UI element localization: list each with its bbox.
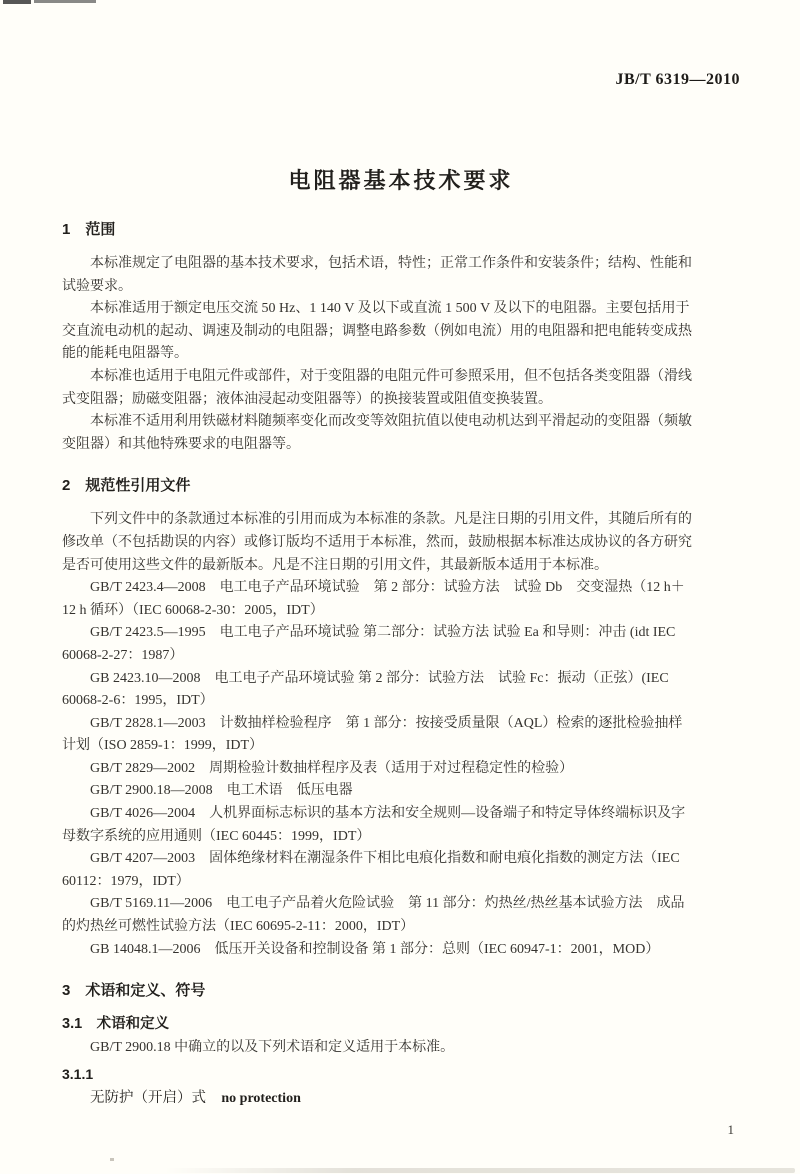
body-line: GB 2423.10—2008 电工电子产品环境试验 第 2 部分：试验方法 试验 Fc：振动（正弦）(IEC [90, 670, 669, 686]
body-line: GB/T 2829—2002 周期检验计数抽样程序及表（适用于对过程稳定性的检验） [90, 760, 574, 776]
body-line: 本标准规定了电阻器的基本技术要求，包括术语，特性；正常工作条件和安装条件；结构、性能和 [90, 256, 692, 271]
body-line: 变阻器）和其他特殊要求的电阻器等。 [62, 436, 300, 452]
document-body [62, 220, 740, 1110]
body-line: GB/T 2900.18 中确立的以及下列术语和定义适用于本标准。 [90, 1040, 455, 1056]
term-chinese: 无防护（开启）式 [90, 1089, 206, 1106]
scan-artifact-bottom-shadow [165, 1168, 795, 1173]
section-heading: 2 规范性引用文件 [62, 477, 191, 495]
document-title: 电阻器基本技术要求 [288, 168, 514, 193]
standard-code: JB/T 6319—2010 [615, 71, 740, 88]
body-line: GB/T 2423.4—2008 电工电子产品环境试验 第 2 部分：试验方法 试验 Db 交变湿热（12 h＋ [90, 580, 685, 596]
body-line: GB/T 2423.5—1995 电工电子产品环境试验 第二部分：试验方法 试验 Ea 和导则：冲击 (idt IEC [90, 625, 676, 641]
body-line: GB/T 5169.11—2006 电工电子产品着火危险试验 第 11 部分：灼热丝/热丝基本试验方法 成品 [90, 896, 685, 912]
body-line: 式变阻器；励磁变阻器；液体油浸起动变阻器等）的换接装置或阻值变换装置。 [62, 391, 552, 407]
scan-artifact-dot [110, 1158, 114, 1161]
body-line: GB 14048.1—2006 低压开关设备和控制设备 第 1 部分：总则（IEC 60947-1：2001，MOD） [90, 941, 660, 957]
body-line: 能的能耗电阻器等。 [62, 346, 188, 362]
scan-artifact-top-left [3, 0, 31, 4]
term-english: no protection [221, 1090, 301, 1106]
body-line: 下列文件中的条款通过本标准的引用而成为本标准的条款。凡是注日期的引用文件，其随后所有的 [90, 512, 692, 528]
body-line: 本标准也适用于电阻元件或部件，对于变阻器的电阻元件可参照采用，但不包括各类变阻器（滑线 [90, 368, 692, 384]
section-heading: 1 范围 [62, 221, 116, 238]
body-line: 本标准适用于额定电压交流 50 Hz、1 140 V 及以下或直流 1 500 V 及以下的电阻器。主要包括用于 [90, 301, 690, 317]
body-line: 的灼热丝可燃性试验方法（IEC 60695-2-11：2000，IDT） [62, 919, 415, 935]
body-line: GB/T 4207—2003 固体绝缘材料在潮湿条件下相比电痕化指数和耐电痕化指数的测定方法（IEC [90, 851, 680, 867]
body-line: 60112：1979，IDT） [62, 873, 190, 889]
page-number: 1 [727, 1122, 734, 1137]
body-line: 交直流电动机的起动、调速及制动的电阻器；调整电路参数（例如电流）用的电阻器和把电能转变成热 [62, 323, 692, 339]
page-content [62, 0, 740, 1110]
body-line: 是否可使用这些文件的最新版本。凡是不注日期的引用文件，其最新版本适用于本标准。 [62, 557, 608, 573]
body-line: 试验要求。 [62, 278, 132, 294]
section-heading: 3 术语和定义、符号 [62, 982, 206, 1000]
body-line: 本标准不适用利用铁磁材料随频率变化而改变等效阻抗值以使电动机达到平滑起动的变阻器（频敏 [90, 414, 692, 430]
term-line [62, 1087, 740, 1111]
body-line: 12 h 循环）（IEC 60068-2-30：2005，IDT） [62, 602, 324, 618]
clause-number: 3.1.1 [62, 1065, 94, 1082]
body-line: 母数字系统的应用通则（IEC 60445：1999，IDT） [62, 828, 371, 844]
body-line: 修改单（不包括勘误的内容）或修订版均不适用于本标准，然而，鼓励根据本标准达成协议的各方研究 [62, 534, 692, 550]
body-line: 60068-2-6：1995，IDT） [62, 693, 214, 709]
body-line: GB/T 4026—2004 人机界面标志标识的基本方法和安全规则—设备端子和特定导体终端标识及字 [90, 806, 686, 822]
body-line: 计划（ISO 2859-1：1999，IDT） [62, 738, 264, 754]
subsection-heading: 3.1 术语和定义 [62, 1016, 170, 1033]
body-line: GB/T 2900.18—2008 电工术语 低压电器 [90, 783, 353, 799]
body-line: 60068-2-27：1987） [62, 647, 184, 663]
body-line: GB/T 2828.1—2003 计数抽样检验程序 第 1 部分：按接受质量限（AQL）检索的逐批检验抽样 [90, 715, 683, 731]
